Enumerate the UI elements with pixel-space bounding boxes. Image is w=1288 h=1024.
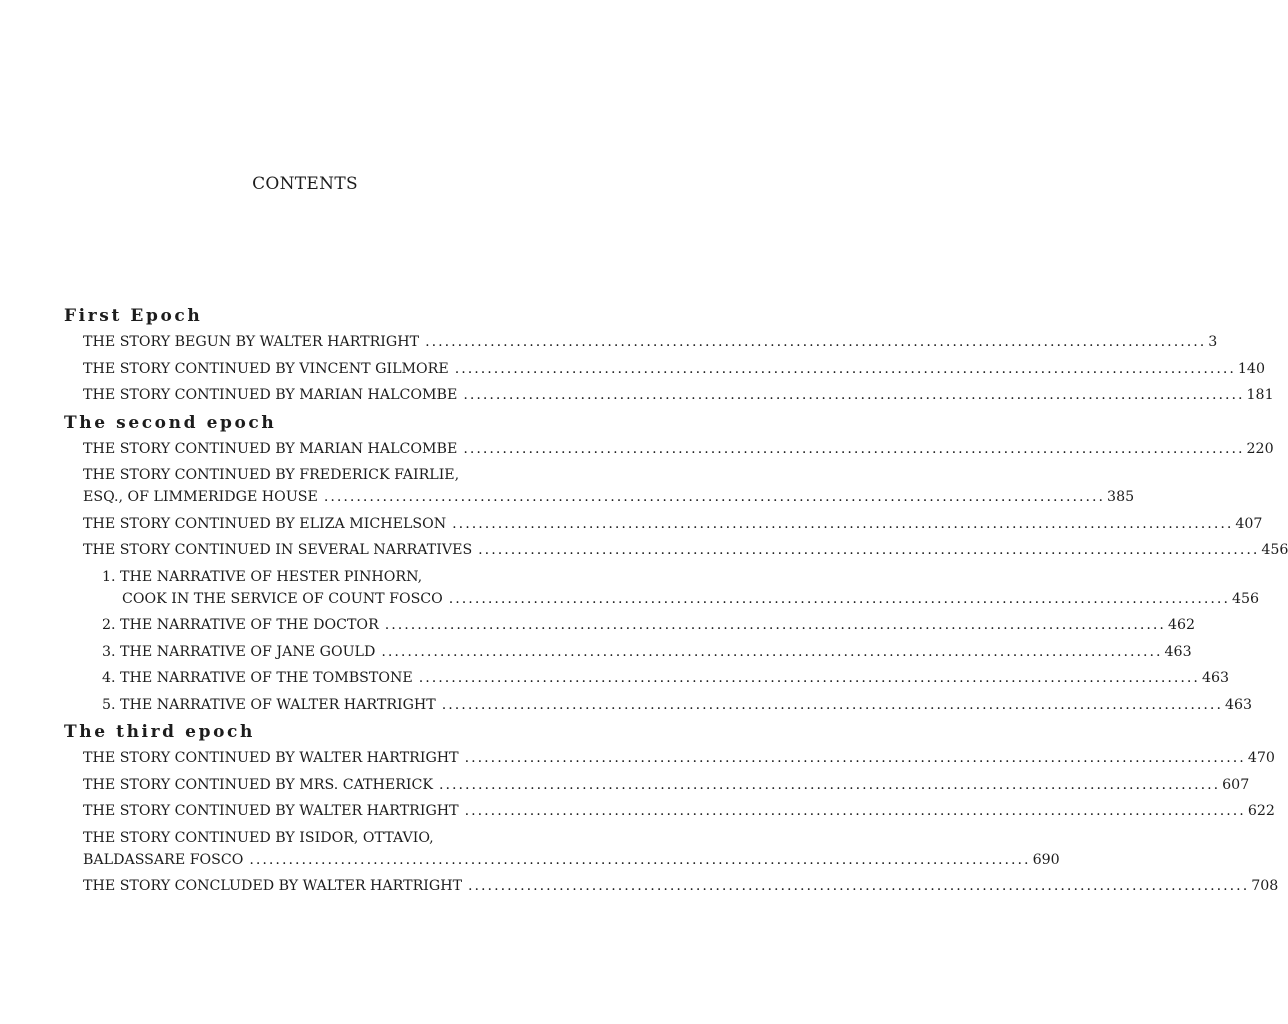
entry-title: THE STORY BEGUN BY WALTER HARTRIGHT [83, 334, 420, 350]
entry-title: THE STORY CONCLUDED BY WALTER HARTRIGHT [83, 878, 463, 894]
section-heading: The third epoch [64, 722, 255, 742]
leader-dots: ........................................................................................................................ [418, 670, 1200, 686]
entry-title: THE STORY CONTINUED BY WALTER HARTRIGHT [83, 803, 459, 819]
leader-dots: ........................................................................................................................ [463, 440, 1245, 457]
page-number: 220 [1246, 440, 1274, 457]
entry-title-line: 1. THE NARRATIVE OF HESTER PINHORN, [102, 568, 423, 585]
leader-dots: ........................................................................................................................ [425, 334, 1207, 350]
toc-entry [83, 827, 1060, 871]
toc-subentry [102, 667, 1230, 689]
page-number: 690 [1032, 851, 1060, 868]
page-number: 463 [1201, 670, 1230, 686]
page-number: 3 [1208, 334, 1218, 350]
section-third-epoch [64, 720, 1279, 897]
page-number: 463 [1224, 696, 1253, 713]
leader-dots: ........................................................................................................................ [463, 387, 1245, 403]
entry-title-line: THE STORY CONTINUED BY FREDERICK FAIRLIE, [83, 467, 460, 483]
leader-dots: ........................................................................................................................ [323, 489, 1106, 505]
entry-title: THE STORY CONTINUED IN SEVERAL NARRATIVES [83, 542, 473, 558]
entry-title: 2. THE NARRATIVE OF THE DOCTOR [102, 617, 379, 633]
toc-entry [83, 464, 1135, 508]
page-number: 708 [1251, 878, 1279, 894]
page-number: 407 [1235, 515, 1263, 532]
leader-dots: ........................................................................................................................ [454, 360, 1236, 377]
page-number: 462 [1167, 617, 1196, 633]
entry-title: THE STORY CONTINUED BY ELIZA MICHELSON [83, 515, 447, 532]
leader-dots: ........................................................................................................................ [381, 643, 1163, 660]
page-number: 622 [1247, 803, 1275, 819]
leader-dots: ........................................................................................................................ [384, 617, 1166, 633]
toc-subentry [102, 566, 1260, 610]
toc-subentry [102, 694, 1253, 716]
toc-subentry [102, 614, 1196, 636]
page-number: 463 [1164, 643, 1192, 660]
entry-title: 5. THE NARRATIVE OF WALTER HARTRIGHT [102, 696, 436, 713]
entry-title: THE STORY CONTINUED BY MARIAN HALCOMBE [83, 387, 458, 403]
page-number: 140 [1237, 360, 1265, 377]
section-heading: First Epoch [64, 306, 203, 326]
entry-title: ESQ., OF LIMMERIDGE HOUSE [83, 489, 318, 505]
section-first-epoch [64, 304, 1274, 406]
toc-entry [83, 438, 1274, 460]
entry-title: THE STORY CONTINUED BY VINCENT GILMORE [83, 360, 449, 377]
page-number: 456 [1231, 590, 1260, 607]
page-number: 470 [1247, 750, 1275, 766]
page-number: 607 [1222, 776, 1250, 793]
toc-entry [83, 875, 1279, 897]
toc-entry [83, 331, 1218, 353]
table-of-contents [64, 304, 1288, 902]
section-heading: The second epoch [64, 412, 277, 433]
entry-title: THE STORY CONTINUED BY MRS. CATHERICK [83, 776, 433, 793]
leader-dots: ........................................................................................................................ [464, 750, 1246, 766]
toc-entry [83, 358, 1265, 380]
section-second-epoch [64, 411, 1288, 716]
toc-entry [83, 747, 1275, 769]
leader-dots: ........................................................................................................................ [438, 776, 1221, 793]
entry-title-line: THE STORY CONTINUED BY ISIDOR, OTTAVIO, [83, 829, 434, 846]
entry-title: THE STORY CONTINUED BY WALTER HARTRIGHT [83, 750, 459, 766]
page-title: CONTENTS [252, 174, 358, 194]
entry-title: 3. THE NARRATIVE OF JANE GOULD [102, 643, 376, 660]
toc-entry [83, 800, 1275, 822]
page-number: 181 [1246, 387, 1274, 403]
leader-dots: ........................................................................................................................ [478, 542, 1260, 558]
leader-dots: ........................................................................................................................ [448, 590, 1230, 607]
entry-title: THE STORY CONTINUED BY MARIAN HALCOMBE [83, 440, 458, 457]
toc-entry [83, 513, 1263, 535]
leader-dots: ........................................................................................................................ [452, 515, 1234, 532]
toc-entry [83, 774, 1250, 796]
toc-subentry [102, 641, 1192, 663]
page-number: 385 [1107, 489, 1135, 505]
entry-title: 4. THE NARRATIVE OF THE TOMBSTONE [102, 670, 413, 686]
page-number: 456 [1261, 542, 1288, 558]
leader-dots: ........................................................................................................................ [468, 878, 1250, 894]
leader-dots: ........................................................................................................................ [441, 696, 1223, 713]
entry-title: BALDASSARE FOSCO [83, 851, 244, 868]
entry-title: COOK IN THE SERVICE OF COUNT FOSCO [122, 590, 443, 607]
toc-entry [83, 539, 1288, 561]
toc-entry [83, 384, 1274, 406]
leader-dots: ........................................................................................................................ [464, 803, 1246, 819]
leader-dots: ........................................................................................................................ [249, 851, 1031, 868]
